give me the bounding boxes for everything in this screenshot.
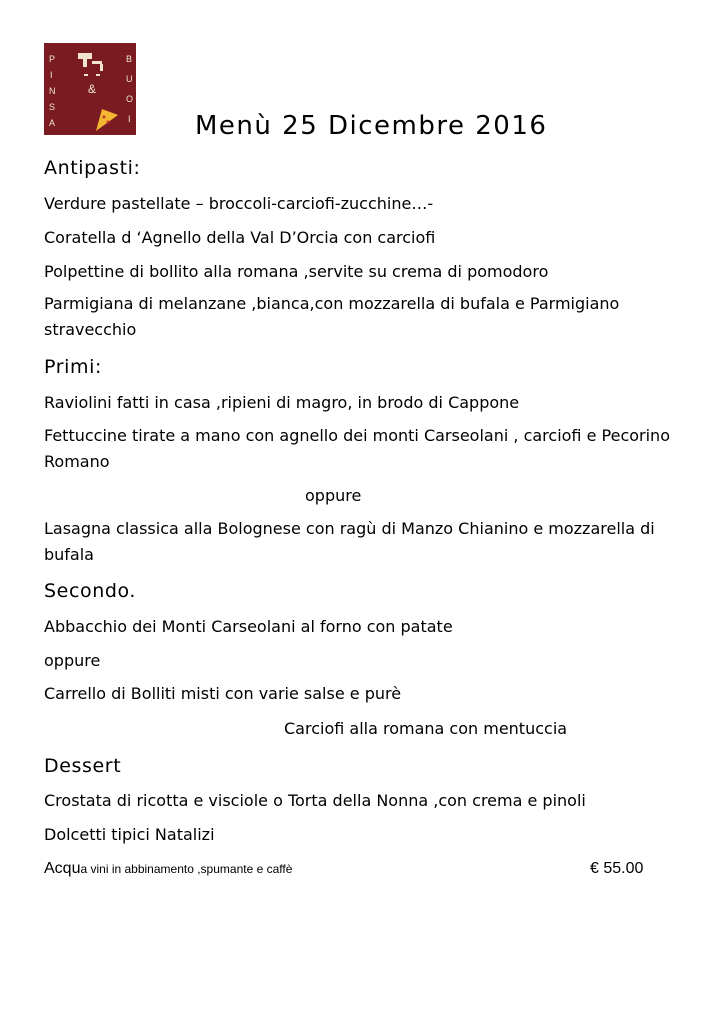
logo-letter: I — [128, 114, 131, 124]
logo-letter: I — [50, 70, 53, 80]
menu-item: Lasagna classica alla Bolognese con ragù di Manzo Chianino e mozzarella di bufala — [44, 519, 655, 564]
section-heading-primi: Primi: — [44, 356, 103, 378]
logo-ampersand: & — [88, 82, 97, 96]
section-heading-antipasti: Antipasti: — [44, 157, 141, 179]
menu-item: Fettuccine tirate a mano con agnello dei monti Carseolani , carciofi e Pecorino Romano — [44, 426, 670, 471]
logo-letter: A — [49, 118, 56, 128]
menu-item-oppure: oppure — [305, 486, 362, 505]
menu-item: Carciofi alla romana con mentuccia — [284, 719, 568, 738]
page-title: Menù 25 Dicembre 2016 — [195, 111, 548, 141]
logo-letter: N — [49, 86, 56, 96]
menu-item: Crostata di ricotta e visciole o Torta della Nonna ,con crema e pinoli — [44, 791, 586, 810]
section-heading-dessert: Dessert — [44, 755, 122, 777]
logo-letter: B — [126, 54, 133, 64]
menu-item: Dolcetti tipici Natalizi — [44, 825, 215, 844]
menu-item: Abbacchio dei Monti Carseolani al forno con patate — [44, 617, 453, 636]
menu-item: Verdure pastellate – broccoli-carciofi-zucchine…- — [44, 194, 434, 213]
drinks-detail: a vini in abbinamento ,spumante e caffè — [80, 862, 293, 876]
menu-item: Raviolini fatti in casa ,ripieni di magro, in brodo di Cappone — [44, 393, 520, 412]
menu-item: Polpettine di bollito alla romana ,servite su crema di pomodoro — [44, 262, 549, 281]
drinks-line — [44, 860, 292, 878]
logo-letter: O — [126, 94, 134, 104]
section-heading-secondo: Secondo. — [44, 580, 137, 602]
logo-letter: P — [49, 54, 56, 64]
drinks-lead: Acqu — [44, 860, 81, 877]
menu-item: Carrello di Bolliti misti con varie salse e purè — [44, 684, 402, 703]
pizza-slice-icon — [96, 109, 118, 131]
logo-letter: U — [126, 74, 133, 84]
menu-item: Parmigiana di melanzane ,bianca,con mozzarella di bufala e Parmigiano stravecchio — [44, 294, 620, 339]
logo-emblem-icon — [44, 43, 136, 135]
logo — [44, 43, 136, 135]
menu-item: Coratella d ‘Agnello della Val D’Orcia con carciofi — [44, 228, 436, 247]
menu-price: € 55.00 — [590, 860, 644, 877]
menu-item-oppure: oppure — [44, 651, 101, 670]
logo-letter: S — [49, 102, 56, 112]
